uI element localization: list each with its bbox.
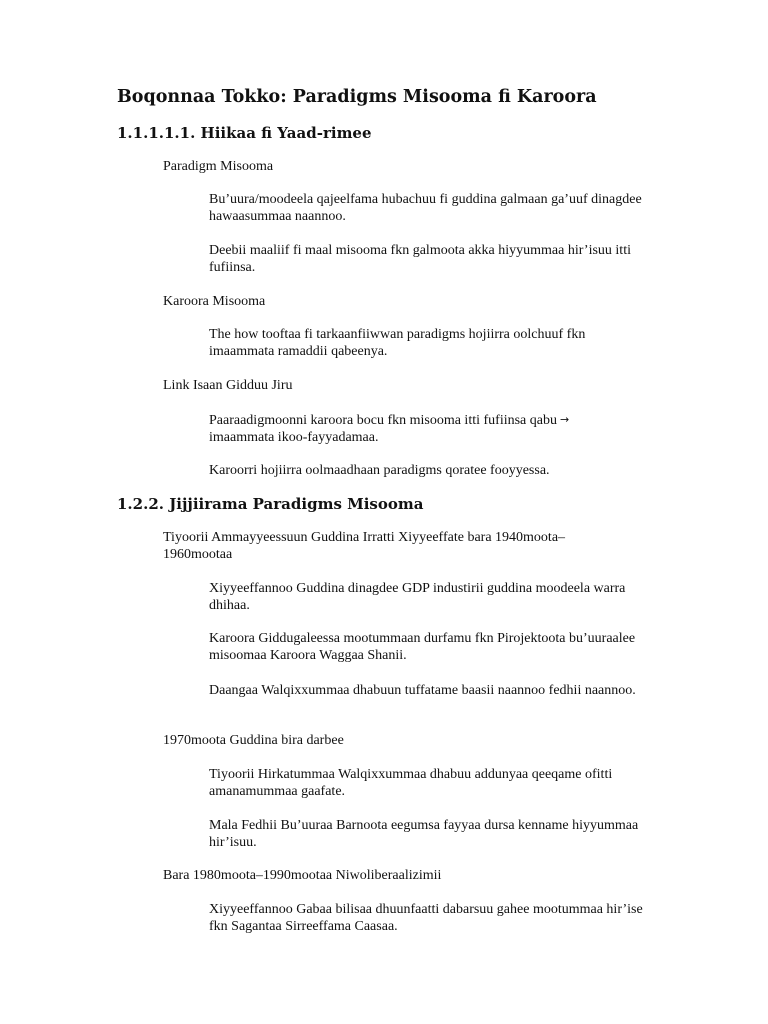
section-title-hiikaa: 1.1.1.1.1. Hiikaa fi Yaad-rimee (117, 124, 372, 142)
chapter-title: Boqonnaa Tokko: Paradigms Misooma fi Karoora (117, 87, 597, 107)
list-heading-niwoliberaalizimii: Bara 1980moota–1990mootaa Niwoliberaalizimii (163, 868, 442, 883)
list-item: Xiyyeeffannoo Guddina dinagdee GDP industirii guddina moodeela warra dhihaa. (209, 581, 626, 613)
section-title-jijjiirama: 1.2.2. Jijjiirama Paradigms Misooma (117, 495, 424, 513)
list-item: The how tooftaa fi tarkaanfiiwwan paradigms hojiirra oolchuuf fkn imaammata ramaddii qabeenya. (209, 327, 586, 359)
list-item: Karoora Giddugaleessa mootummaan durfamu fkn Pirojektoota bu’uuraalee misoomaa Karoora Waggaa Shanii. (209, 631, 636, 663)
list-heading-1970moota: 1970moota Guddina bira darbee (163, 733, 344, 748)
list-item: Bu’uura/moodeela qajeelfama hubachuu fi guddina galmaan ga’uuf dinagdee hawaasummaa naannoo. (209, 192, 642, 224)
list-item: Tiyoorii Hirkatummaa Walqixxummaa dhabuu addunyaa qeeqame ofitti amanamummaa gaafate. (209, 767, 613, 799)
list-heading-tiyoorii-ammayyeessuun: Tiyoorii Ammayyeessuun Guddina Irratti Xiyyeeffate bara 1940moota–1960mootaa (163, 530, 566, 562)
list-heading-karoora-misooma: Karoora Misooma (163, 294, 266, 309)
list-item (209, 411, 649, 446)
list-item: Karoorri hojiirra oolmaadhaan paradigms qoratee fooyyessa. (209, 463, 550, 478)
list-heading-link: Link Isaan Gidduu Jiru (163, 378, 293, 393)
list-item: Deebii maaliif fi maal misooma fkn galmoota akka hiyyummaa hir’isuu itti fufiinsa. (209, 243, 631, 275)
list-item: Mala Fedhii Bu’uuraa Barnoota eegumsa fayyaa dursa kenname hiyyummaa hir’isuu. (209, 818, 639, 850)
list-item-line: Paaraadigmoonni karoora bocu fkn misooma itti fufiinsa qabu → (209, 413, 570, 428)
right-arrow-icon: → (559, 413, 570, 426)
list-item-line: imaammata ikoo-fayyadamaa. (209, 430, 379, 445)
list-item: Xiyyeeffannoo Gabaa bilisaa dhuunfaatti dabarsuu gahee mootummaa hir’ise fkn Sagantaa Sirreeffama Caasaa. (209, 902, 643, 934)
list-item: Daangaa Walqixxummaa dhabuun tuffatame baasii naannoo fedhii naannoo. (209, 683, 636, 698)
list-heading-paradigm-misooma: Paradigm Misooma (163, 159, 274, 174)
